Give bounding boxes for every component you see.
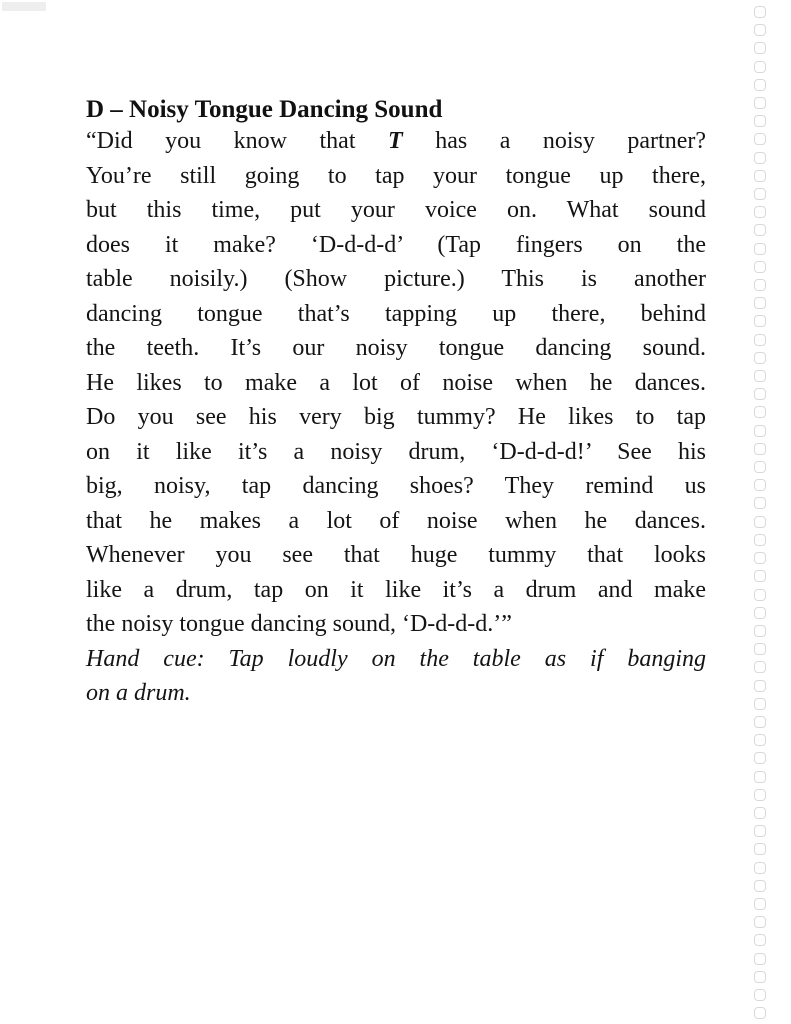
binding-hole [754,716,766,728]
body-line: does it make? ‘D-d-d-d’ (Tap fingers on the [86,231,706,258]
binding-hole [754,862,766,874]
binding-hole [754,516,766,528]
body-line: like a drum, tap on it like it’s a drum and make [86,576,706,603]
body-line: the teeth. It’s our noisy tongue dancing sound. [86,335,706,361]
body-line: on it like it’s a noisy drum, ‘D-d-d-d!’ See his [86,438,706,465]
body-line: but this time, put your voice on. What sound [86,197,706,223]
binding-hole [754,461,766,473]
binding-hole [754,825,766,837]
body-text: “Did you know that [86,128,389,154]
binding-hole [754,406,766,418]
binding-hole [754,661,766,673]
binding-hole [754,752,766,764]
binding-hole [754,334,766,346]
binding-hole [754,425,766,437]
hand-cue-line: on a drum. [86,680,191,706]
binding-hole [754,388,766,400]
hand-cue-line: Hand cue: Tap loudly on the table as if banging [86,645,706,672]
binding-hole [754,443,766,455]
binding-hole [754,1007,766,1019]
binding-hole [754,315,766,327]
binding-hole [754,61,766,73]
spiral-binding-holes [751,6,769,1020]
binding-hole [754,479,766,491]
binding-hole [754,224,766,236]
binding-hole [754,243,766,255]
binding-hole [754,352,766,364]
binding-hole [754,552,766,564]
binding-hole [754,6,766,18]
binding-hole [754,42,766,54]
binding-hole [754,133,766,145]
binding-hole [754,589,766,601]
binding-hole [754,152,766,164]
body-line: Do you see his very big tummy? He likes to tap [86,404,706,430]
page-content [86,96,706,711]
binding-hole [754,206,766,218]
binding-hole [754,843,766,855]
binding-hole [754,789,766,801]
binding-hole [754,971,766,983]
binding-hole [754,497,766,509]
binding-hole [754,261,766,273]
binding-hole [754,24,766,36]
emphasized-letter: T [388,128,403,154]
body-line: Whenever you see that huge tummy that looks [86,542,706,568]
binding-hole [754,534,766,546]
binding-hole [754,698,766,710]
body-line: that he makes a lot of noise when he dances. [86,507,706,534]
binding-hole [754,680,766,692]
binding-hole [754,188,766,200]
body-line: table noisily.) (Show picture.) This is another [86,266,706,292]
binding-hole [754,934,766,946]
binding-hole [754,953,766,965]
binding-hole [754,880,766,892]
scan-corner-mark [2,2,46,11]
body-line: He likes to make a lot of noise when he dances. [86,369,706,396]
body-line: big, noisy, tap dancing shoes? They remind us [86,473,706,499]
binding-hole [754,97,766,109]
binding-hole [754,916,766,928]
binding-hole [754,607,766,619]
binding-hole [754,643,766,655]
binding-hole [754,79,766,91]
binding-hole [754,898,766,910]
binding-hole [754,297,766,309]
binding-hole [754,771,766,783]
binding-hole [754,734,766,746]
body-line: the noisy tongue dancing sound, ‘D-d-d-d.’” [86,611,512,637]
binding-hole [754,625,766,637]
body-line: You’re still going to tap your tongue up there, [86,162,706,189]
body-line [86,124,706,159]
binding-hole [754,570,766,582]
binding-hole [754,989,766,1001]
body-line: dancing tongue that’s tapping up there, behind [86,300,706,327]
binding-hole [754,279,766,291]
binding-hole [754,370,766,382]
body-text: has a noisy partner? [402,128,706,154]
binding-hole [754,170,766,182]
section-heading: D – Noisy Tongue Dancing Sound [86,96,443,123]
binding-hole [754,115,766,127]
binding-hole [754,807,766,819]
